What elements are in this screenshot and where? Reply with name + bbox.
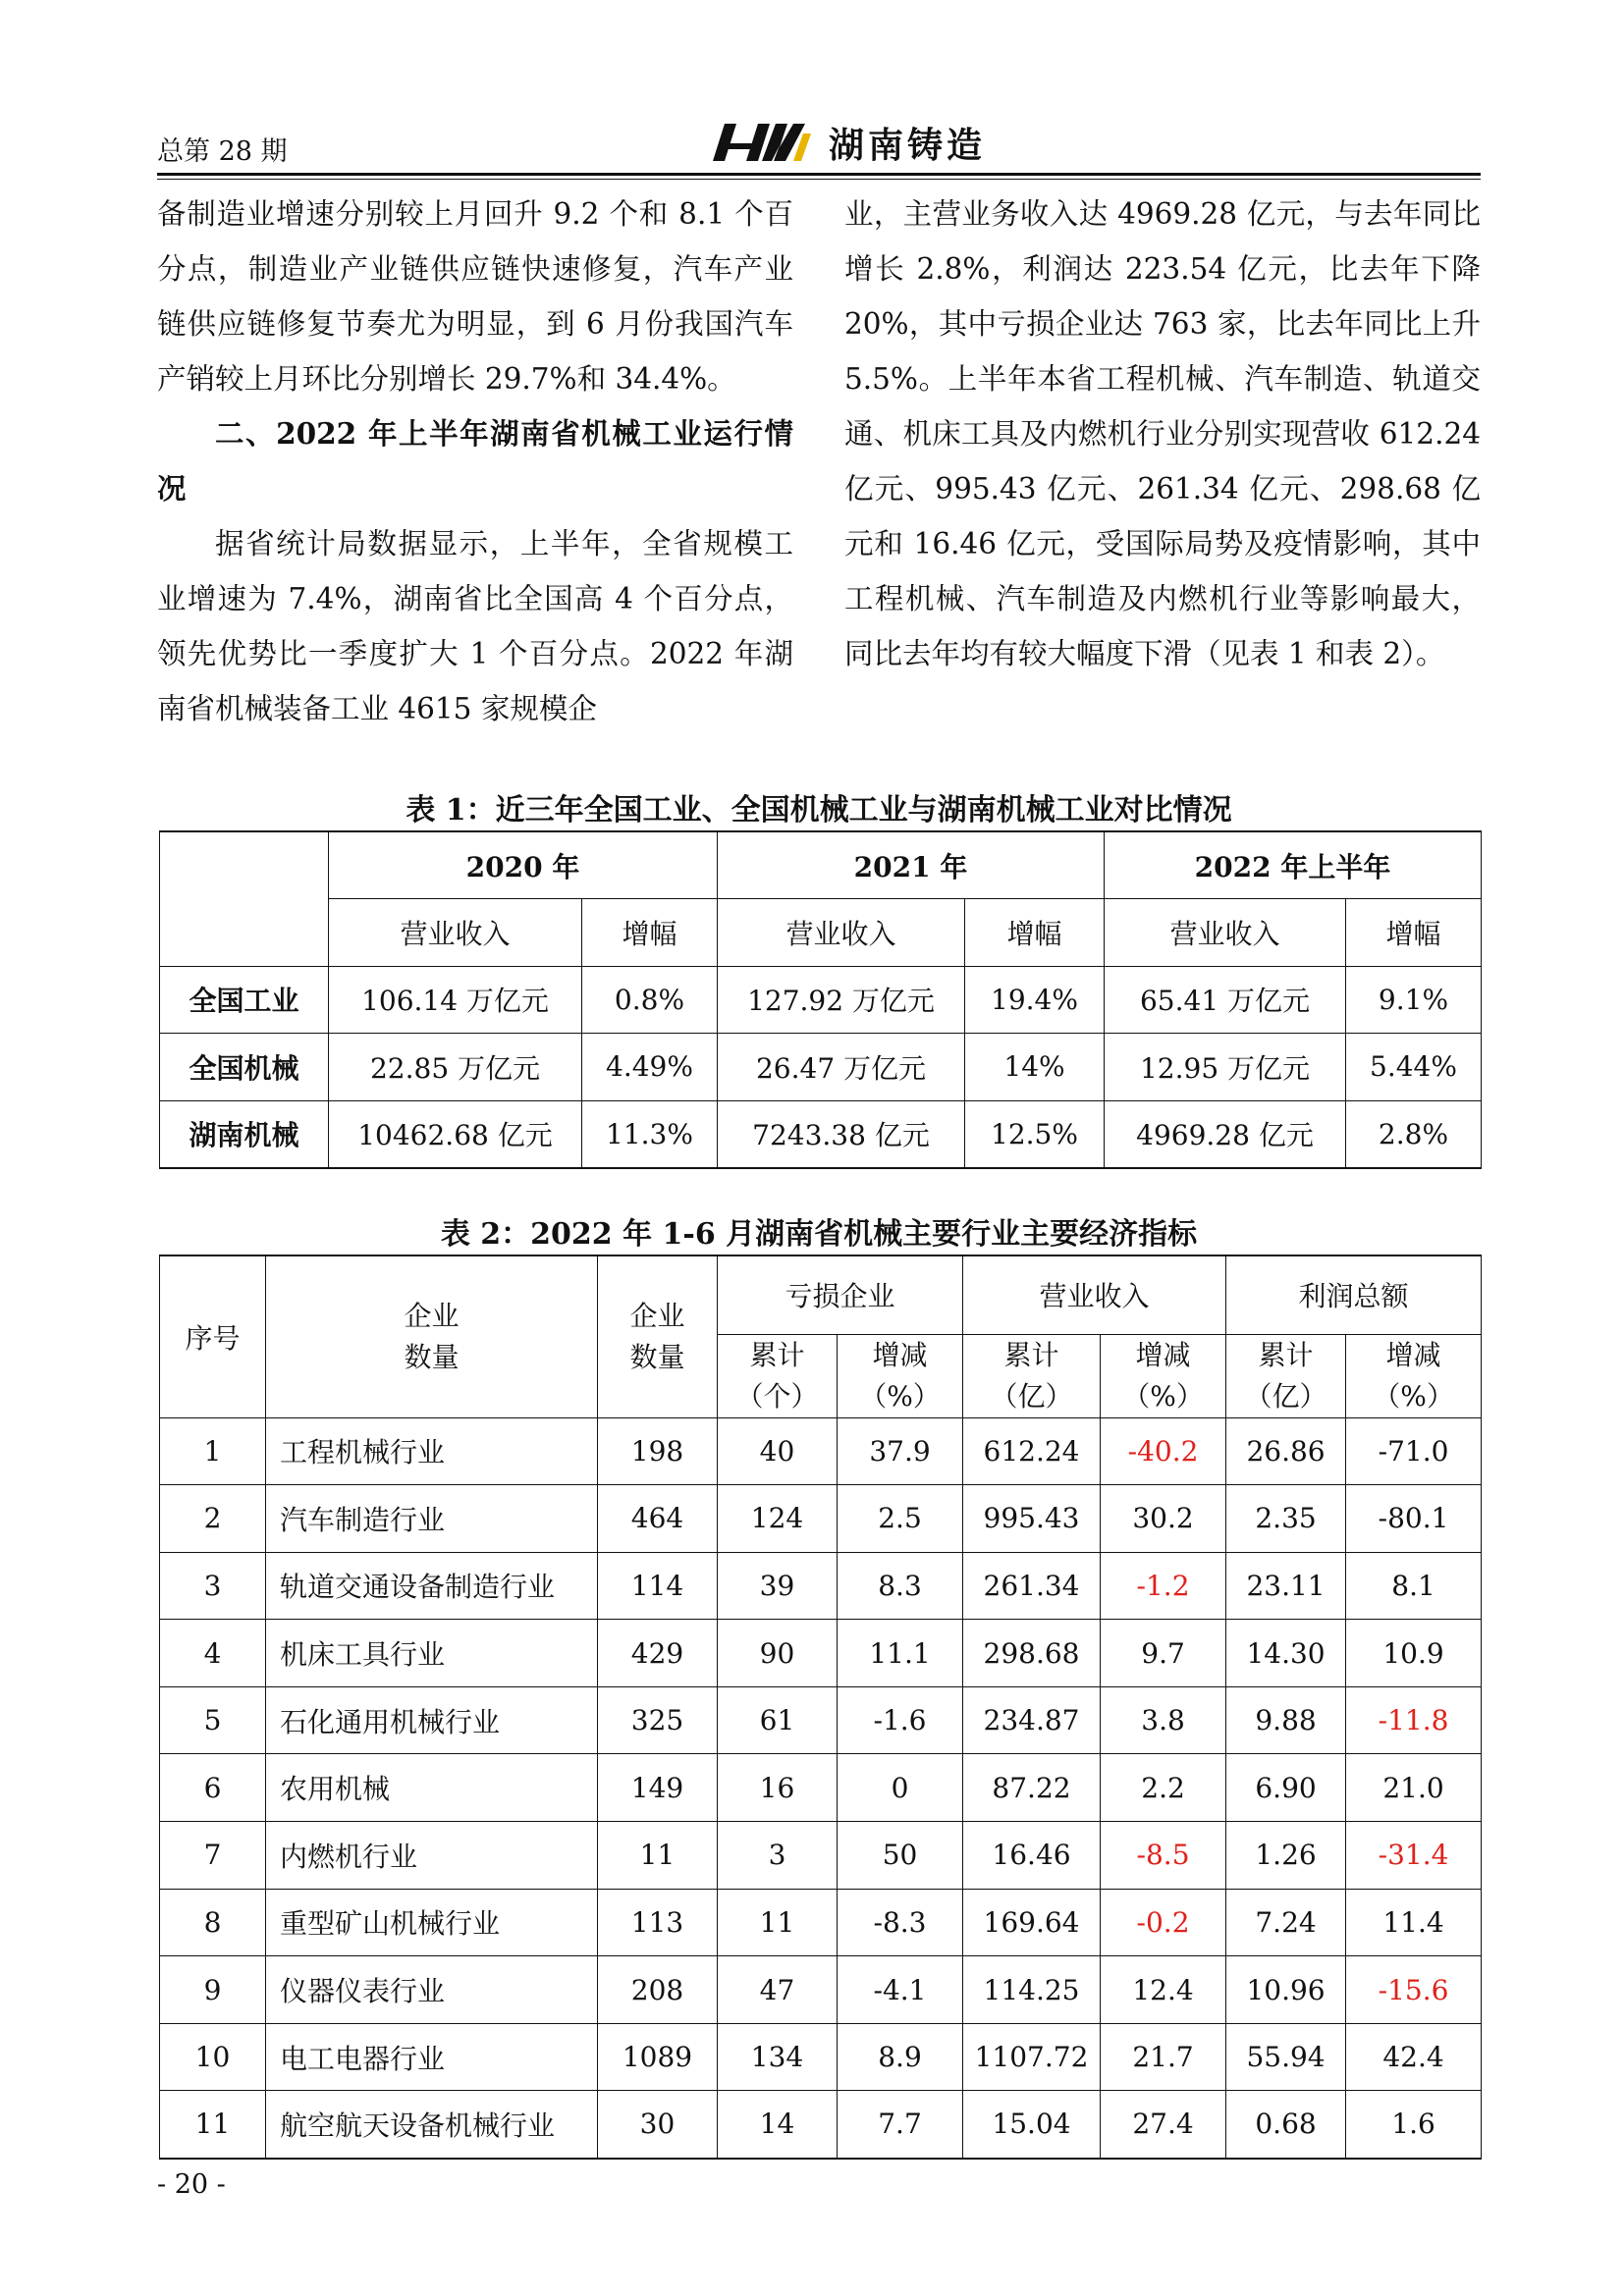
table-cell: 9.1% [1346, 966, 1482, 1034]
table1-subheader: 营业收入 [718, 899, 965, 967]
table2-header-loss: 亏损企业 [718, 1255, 963, 1334]
table-cell-pro-chg: 21.0 [1346, 1754, 1482, 1822]
table-cell: 4969.28 亿元 [1105, 1100, 1346, 1168]
table-row [160, 1889, 1482, 1956]
table-cell-loss-cum: 16 [718, 1754, 838, 1822]
table-row [160, 1552, 1482, 1620]
table-row [160, 1822, 1482, 1890]
table-cell-pro-chg: -11.8 [1346, 1686, 1482, 1754]
table-row [160, 1100, 1482, 1168]
table-cell-seq: 9 [160, 1956, 266, 2024]
table-cell-loss-cum: 61 [718, 1686, 838, 1754]
header-rule [157, 173, 1481, 176]
table1-year-header: 2022 年上半年 [1105, 831, 1482, 899]
table-cell-pro-cum: 6.90 [1226, 1754, 1346, 1822]
table-cell-count: 464 [598, 1485, 718, 1553]
header-rule-thin [157, 179, 1481, 180]
table-cell-count: 325 [598, 1686, 718, 1754]
table-cell: 10462.68 亿元 [329, 1100, 582, 1168]
table2-subheader: 增减 （%） [838, 1334, 963, 1417]
table2-subheader: 累计 （亿） [963, 1334, 1101, 1417]
table-cell-pro-chg: 10.9 [1346, 1620, 1482, 1687]
table-cell-name: 航空航天设备机械行业 [266, 2091, 598, 2159]
table-cell-rev-cum: 87.22 [963, 1754, 1101, 1822]
table-row [160, 1620, 1482, 1687]
table-cell-pro-cum: 7.24 [1226, 1889, 1346, 1956]
table-cell-pro-cum: 10.96 [1226, 1956, 1346, 2024]
paragraph: 据省统计局数据显示，上半年，全省规模工业增速为 7.4%，湖南省比全国高 4 个百分点，领先优势比一季度扩大 1 个百分点。2022 年湖南省机械装备工业 4615 家规模企 [157, 527, 793, 725]
table-cell-count: 149 [598, 1754, 718, 1822]
section-heading: 二、2022 年上半年湖南省机械工业运行情况 [157, 416, 793, 506]
table-cell: 22.85 万亿元 [329, 1034, 582, 1101]
table-cell-rev-cum: 114.25 [963, 1956, 1101, 2024]
table-cell-count: 1089 [598, 2023, 718, 2091]
row-label: 全国机械 [160, 1034, 329, 1101]
table2-subheader: 累计 （亿） [1226, 1334, 1346, 1417]
table-cell-rev-chg: -8.5 [1101, 1822, 1226, 1890]
table-cell-loss-cum: 3 [718, 1822, 838, 1890]
table-row [160, 1034, 1482, 1101]
table-cell-loss-chg: 50 [838, 1822, 963, 1890]
table-cell-name: 石化通用机械行业 [266, 1686, 598, 1754]
masthead-logo [703, 116, 986, 169]
table1-year-header: 2020 年 [329, 831, 718, 899]
table1-year-header: 2021 年 [718, 831, 1105, 899]
table-cell-pro-chg: 8.1 [1346, 1552, 1482, 1620]
table-row [160, 2023, 1482, 2091]
table-cell: 0.8% [582, 966, 718, 1034]
table-cell-pro-chg: -31.4 [1346, 1822, 1482, 1890]
table-cell-pro-cum: 23.11 [1226, 1552, 1346, 1620]
table-cell-loss-cum: 11 [718, 1889, 838, 1956]
table1-subheader: 营业收入 [1105, 899, 1346, 967]
table-cell: 19.4% [965, 966, 1105, 1034]
table-cell-rev-chg: 3.8 [1101, 1686, 1226, 1754]
table-cell-name: 农用机械 [266, 1754, 598, 1822]
table2-header-profit: 利润总额 [1226, 1255, 1482, 1334]
table-cell-pro-chg: -71.0 [1346, 1417, 1482, 1485]
table-cell-loss-chg: -4.1 [838, 1956, 963, 2024]
table-cell-rev-chg: -0.2 [1101, 1889, 1226, 1956]
table-row [160, 1686, 1482, 1754]
issue-number: 总第 28 期 [157, 136, 288, 167]
table-cell-loss-chg: -1.6 [838, 1686, 963, 1754]
table-cell-rev-chg: 9.7 [1101, 1620, 1226, 1687]
table-cell: 11.3% [582, 1100, 718, 1168]
table-cell-seq: 3 [160, 1552, 266, 1620]
table-cell-loss-chg: 37.9 [838, 1417, 963, 1485]
table-cell: 106.14 万亿元 [329, 966, 582, 1034]
row-label: 全国工业 [160, 966, 329, 1034]
table-cell-name: 轨道交通设备制造行业 [266, 1552, 598, 1620]
table-cell-seq: 7 [160, 1822, 266, 1890]
table-cell-rev-cum: 169.64 [963, 1889, 1101, 1956]
table-cell-loss-chg: 11.1 [838, 1620, 963, 1687]
table-cell-rev-cum: 298.68 [963, 1620, 1101, 1687]
table-cell-seq: 1 [160, 1417, 266, 1485]
table-cell-pro-cum: 26.86 [1226, 1417, 1346, 1485]
table-cell-loss-cum: 47 [718, 1956, 838, 2024]
table-cell: 12.5% [965, 1100, 1105, 1168]
table-cell: 12.95 万亿元 [1105, 1034, 1346, 1101]
table-cell-seq: 10 [160, 2023, 266, 2091]
table-cell-rev-cum: 995.43 [963, 1485, 1101, 1553]
table-cell-loss-cum: 39 [718, 1552, 838, 1620]
table-cell: 4.49% [582, 1034, 718, 1101]
table-cell-loss-cum: 14 [718, 2091, 838, 2159]
table-cell-pro-cum: 1.26 [1226, 1822, 1346, 1890]
table-row [160, 1417, 1482, 1485]
hnj-logo-icon [703, 122, 819, 163]
paragraph: 备制造业增速分别较上月回升 9.2 个和 8.1 个百分点，制造业产业链供应链快速修复，汽车产业链供应链修复节奏尤为明显，到 6 月份我国汽车产销较上月环比分别增长 29.7%和 34.4%。 [157, 197, 793, 396]
table2-subheader: 增减 （%） [1346, 1334, 1482, 1417]
table-cell: 65.41 万亿元 [1105, 966, 1346, 1034]
table-cell-name: 电工电器行业 [266, 2023, 598, 2091]
table2-header-count: 企业 数量 [598, 1255, 718, 1417]
table-cell-rev-chg: 2.2 [1101, 1754, 1226, 1822]
table1-corner-cell [160, 831, 329, 966]
table-cell-pro-cum: 0.68 [1226, 2091, 1346, 2159]
table2-body [160, 1417, 1482, 2159]
table-cell-seq: 8 [160, 1889, 266, 1956]
table-cell-rev-chg: 12.4 [1101, 1956, 1226, 2024]
table-row [160, 1754, 1482, 1822]
table-cell: 2.8% [1346, 1100, 1482, 1168]
left-column [157, 187, 793, 736]
table1 [159, 830, 1482, 1169]
table-cell-count: 208 [598, 1956, 718, 2024]
table-cell-name: 内燃机行业 [266, 1822, 598, 1890]
right-column [844, 187, 1481, 681]
table-row [160, 1485, 1482, 1553]
table-cell-loss-cum: 90 [718, 1620, 838, 1687]
table-cell-loss-chg: 8.9 [838, 2023, 963, 2091]
table2-header-revenue: 营业收入 [963, 1255, 1226, 1334]
table-cell: 26.47 万亿元 [718, 1034, 965, 1101]
table-cell-rev-cum: 234.87 [963, 1686, 1101, 1754]
table2-header-enterprise: 企业 数量 [266, 1255, 598, 1417]
table-cell-rev-chg: -40.2 [1101, 1417, 1226, 1485]
table-cell: 7243.38 亿元 [718, 1100, 965, 1168]
table-cell-name: 重型矿山机械行业 [266, 1889, 598, 1956]
table-cell-seq: 4 [160, 1620, 266, 1687]
table1-caption: 表 1：近三年全国工业、全国机械工业与湖南机械工业对比情况 [406, 793, 1232, 828]
paragraph: 业，主营业务收入达 4969.28 亿元，与去年同比增长 2.8%，利润达 223.54 亿元，比去年下降 20%，其中亏损企业达 763 家，比去年同比上升 5.5%。上半年本省工程机械、汽车制造、轨道交通、机床工具及内燃机行业分别实现营收 612.24 亿元、995.43 亿元、261.34 亿元、298.68 亿元和 16.46 亿元，受国际局势及疫情影响，其中工程机械、汽车制造及内燃机行业等影响最大，同比去年均有较大幅度下滑（见表 1 和表 2）。 [844, 197, 1481, 670]
table-cell-pro-cum: 55.94 [1226, 2023, 1346, 2091]
table-cell-name: 工程机械行业 [266, 1417, 598, 1485]
table-cell-seq: 2 [160, 1485, 266, 1553]
table-cell-pro-chg: 11.4 [1346, 1889, 1482, 1956]
table-cell-count: 114 [598, 1552, 718, 1620]
table1-subheader: 营业收入 [329, 899, 582, 967]
table-cell-rev-chg: 27.4 [1101, 2091, 1226, 2159]
table-cell: 5.44% [1346, 1034, 1482, 1101]
table1-subheader: 增幅 [965, 899, 1105, 967]
table-cell-seq: 6 [160, 1754, 266, 1822]
table-cell-rev-cum: 1107.72 [963, 2023, 1101, 2091]
table-row [160, 966, 1482, 1034]
table-cell-rev-cum: 261.34 [963, 1552, 1101, 1620]
table-cell-count: 429 [598, 1620, 718, 1687]
table-cell-pro-chg: 1.6 [1346, 2091, 1482, 2159]
table-cell-name: 汽车制造行业 [266, 1485, 598, 1553]
table-row [160, 1956, 1482, 2024]
table-cell-name: 机床工具行业 [266, 1620, 598, 1687]
table-cell-name: 仪器仪表行业 [266, 1956, 598, 2024]
table-cell-pro-chg: 42.4 [1346, 2023, 1482, 2091]
page-number: - 20 - [157, 2169, 226, 2200]
table-cell-rev-cum: 612.24 [963, 1417, 1101, 1485]
table-cell-rev-chg: -1.2 [1101, 1552, 1226, 1620]
brand-name: 湖南铸造 [829, 125, 987, 166]
table-cell-rev-chg: 30.2 [1101, 1485, 1226, 1553]
row-label: 湖南机械 [160, 1100, 329, 1168]
table-row [160, 2091, 1482, 2159]
table-cell-pro-cum: 9.88 [1226, 1686, 1346, 1754]
table-cell-count: 113 [598, 1889, 718, 1956]
table-cell-pro-cum: 2.35 [1226, 1485, 1346, 1553]
table-cell-loss-cum: 134 [718, 2023, 838, 2091]
table-cell: 127.92 万亿元 [718, 966, 965, 1034]
table-cell-count: 11 [598, 1822, 718, 1890]
table-cell-pro-cum: 14.30 [1226, 1620, 1346, 1687]
table1-subheader: 增幅 [582, 899, 718, 967]
table-cell-loss-chg: 0 [838, 1754, 963, 1822]
table-cell-rev-chg: 21.7 [1101, 2023, 1226, 2091]
table-cell-loss-chg: -8.3 [838, 1889, 963, 1956]
table2-header-seq: 序号 [160, 1255, 266, 1417]
table-cell-loss-chg: 8.3 [838, 1552, 963, 1620]
table-cell-rev-cum: 15.04 [963, 2091, 1101, 2159]
table2 [159, 1255, 1482, 2160]
table2-subheader: 增减 （%） [1101, 1334, 1226, 1417]
table-cell-loss-chg: 2.5 [838, 1485, 963, 1553]
table2-caption: 表 2：2022 年 1-6 月湖南省机械主要行业主要经济指标 [440, 1217, 1198, 1252]
table-cell-pro-chg: -15.6 [1346, 1956, 1482, 2024]
table-cell-seq: 5 [160, 1686, 266, 1754]
table1-subheader: 增幅 [1346, 899, 1482, 967]
table2-subheader: 累计 （个） [718, 1334, 838, 1417]
table-cell-rev-cum: 16.46 [963, 1822, 1101, 1890]
table-cell-loss-cum: 124 [718, 1485, 838, 1553]
table-cell-loss-chg: 7.7 [838, 2091, 963, 2159]
table-cell-count: 198 [598, 1417, 718, 1485]
table-cell-count: 30 [598, 2091, 718, 2159]
table-cell-seq: 11 [160, 2091, 266, 2159]
table-cell-pro-chg: -80.1 [1346, 1485, 1482, 1553]
table-cell-loss-cum: 40 [718, 1417, 838, 1485]
table-cell: 14% [965, 1034, 1105, 1101]
